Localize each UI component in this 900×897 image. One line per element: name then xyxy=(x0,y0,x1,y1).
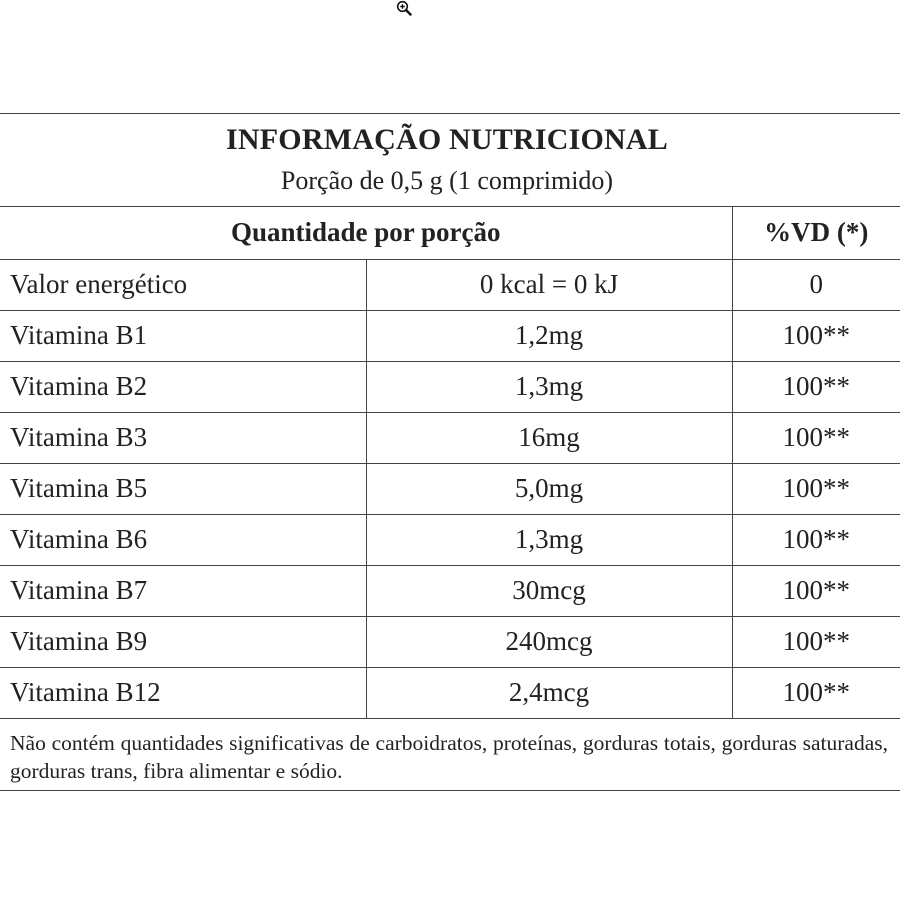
nutrient-amount: 5,0mg xyxy=(366,463,732,514)
zoom-in-icon[interactable] xyxy=(396,0,412,16)
nutrient-vd: 100** xyxy=(732,361,900,412)
nutrient-vd: 100** xyxy=(732,310,900,361)
nutrient-name: Vitamina B7 xyxy=(0,565,366,616)
nutrient-amount: 0 kcal = 0 kJ xyxy=(366,259,732,310)
table-row xyxy=(0,667,900,718)
nutrient-amount: 1,2mg xyxy=(366,310,732,361)
nutrient-name: Vitamina B5 xyxy=(0,463,366,514)
nutrient-name: Vitamina B12 xyxy=(0,667,366,718)
nutrient-amount: 30mcg xyxy=(366,565,732,616)
nutrient-amount: 1,3mg xyxy=(366,514,732,565)
nutrient-vd: 100** xyxy=(732,616,900,667)
nutrient-vd: 100** xyxy=(732,412,900,463)
table-row xyxy=(0,463,900,514)
nutrient-vd: 0 xyxy=(732,259,900,310)
table-row xyxy=(0,616,900,667)
table-row xyxy=(0,310,900,361)
nutrient-vd: 100** xyxy=(732,514,900,565)
table-row xyxy=(0,565,900,616)
nutrient-name: Vitamina B1 xyxy=(0,310,366,361)
nutrient-amount: 16mg xyxy=(366,412,732,463)
nutrient-amount: 1,3mg xyxy=(366,361,732,412)
nutrient-amount: 240mcg xyxy=(366,616,732,667)
nutrient-amount: 2,4mcg xyxy=(366,667,732,718)
label-title: INFORMAÇÃO NUTRICIONAL xyxy=(226,123,668,156)
table-row xyxy=(0,361,900,412)
nutrient-vd: 100** xyxy=(732,667,900,718)
table-row xyxy=(0,259,900,310)
nutrient-vd: 100** xyxy=(732,565,900,616)
nutrition-table xyxy=(0,207,900,719)
nutrient-name: Vitamina B9 xyxy=(0,616,366,667)
table-row xyxy=(0,412,900,463)
nutrient-name: Vitamina B3 xyxy=(0,412,366,463)
nutrient-name: Valor energético xyxy=(0,259,366,310)
table-row xyxy=(0,514,900,565)
nutrient-name: Vitamina B2 xyxy=(0,361,366,412)
footnote: Não contém quantidades significativas de carboidratos, proteínas, gorduras totais, gorduras saturadas, gorduras trans, fibra alimentar e sódio. xyxy=(10,730,888,783)
header-quantity: Quantidade por porção xyxy=(0,207,732,259)
label-header xyxy=(0,114,900,207)
nutrient-vd: 100** xyxy=(732,463,900,514)
serving-size: Porção de 0,5 g (1 comprimido) xyxy=(280,166,614,195)
nutrient-name: Vitamina B6 xyxy=(0,514,366,565)
table-header-row xyxy=(0,207,900,259)
header-vd: %VD (*) xyxy=(732,207,900,259)
nutrition-label xyxy=(0,113,900,791)
